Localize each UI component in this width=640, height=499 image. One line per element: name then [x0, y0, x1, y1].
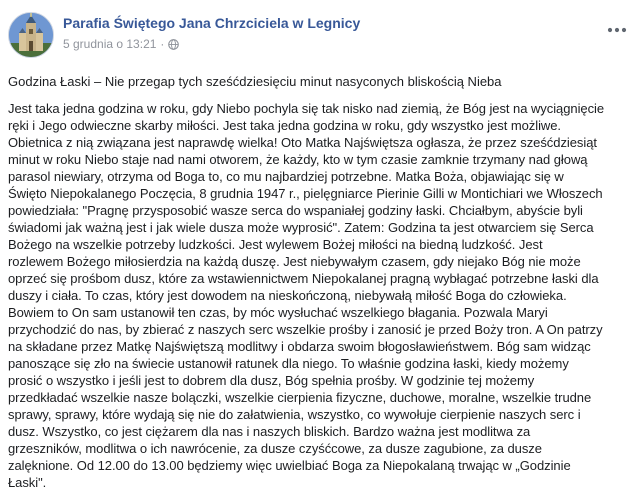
post-text-line: zalęknione. Od 12.00 do 13.00 będziemy więc uwielbiać Boga za Niepokalaną trwając w „Godzinie	[8, 458, 571, 473]
post-text-line: oprzeć się prośbom dusz, które za wstawiennictwem Niepokalanej pragną wybłagać potrzebne łaski dla	[8, 271, 599, 286]
post-header	[8, 6, 632, 60]
post-timestamp[interactable]: 5 grudnia o 13:21	[63, 37, 157, 51]
post-text-line: Bożego na wszelkie potrzeby ludzkości. Jest wylewem Bożej miłości na biedną ludzkość. Jest	[8, 237, 543, 252]
post-body	[8, 73, 634, 491]
post-text-line: grzeszników, modlitwa o ich nawrócenie, za dusze czyśćcowe, za dusze zagubione, za dusze	[8, 441, 542, 456]
post-text-line: panoszące się zło na świecie ustanowił ratunek dla niego. To właśnie godzina łaski, kiedy możemy	[8, 356, 569, 371]
page-name-link[interactable]: Parafia Świętego Jana Chrzciciela w Legnicy	[63, 15, 361, 31]
post-text-line: przedkładać wszelkie nasze bolączki, wszelkie cierpienia fizyczne, duchowe, moralne, wszelkie trudne	[8, 390, 592, 405]
post-text-line: świadomi jak ważną jest i jak wiele dusza może wyprosić". Zatem: Godzina ta jest otwarciem się Serca	[8, 220, 594, 235]
post-text-line: Bowiem to On sam ustanowił ten czas, by móc wysłuchać wszelkiego błagania. Pozwala Maryi	[8, 305, 548, 320]
post-text-line: Łaski".	[8, 475, 47, 490]
post-text-line: sprawy, sprawy, które wydają się nie do załatwienia, wszystko, co wywołuje cierpienie naszych serc i	[8, 407, 581, 422]
more-dots-icon	[606, 23, 628, 37]
post-title: Godzina Łaski – Nie przegap tych sześćdziesięciu minut nasyconych bliskością Nieba	[8, 74, 502, 89]
church-avatar-icon	[9, 13, 53, 57]
post-text-line: powiedziała: "Pragnę przysposobić wasze serca do wspaniałej godziny łaski. Chciałbym, abyście byli	[8, 203, 583, 218]
post-text-line: na składane przez Matkę Najświętszą modlitwy i obdarza swoim błogosławieństwem. Bóg sam widząc	[8, 339, 591, 354]
page-avatar[interactable]	[8, 12, 54, 58]
post-text-line: minut w roku Niebo staje nad nami otworem, że każdy, kto w tym czasie zamknie trzymany nad głową	[8, 152, 588, 167]
post-text	[8, 100, 634, 491]
post-text-line: Jest taka jedna godzina w roku, gdy Niebo pochyla się tak nisko nad ziemią, że Bóg jest na wyciągnięcie	[8, 101, 605, 116]
post-text-line: duszy i ciała. To czas, który jest dowodem na nieskończoną, niebywałą miłość Boga do człowieka.	[8, 288, 567, 303]
post-text-line: przychodzić do nas, by zbierać z naszych serc wszelkie prośby i zanosić je przed Boży tron. A On patrzy	[8, 322, 603, 337]
meta-separator: ·	[160, 37, 165, 51]
post-text-line: ręki i Jego odwieczne skarby miłości. Jest taka jedna godzina w roku, gdy wszystko jest możliwe.	[8, 118, 561, 133]
more-options-button[interactable]	[606, 23, 628, 37]
globe-icon[interactable]	[168, 39, 179, 50]
post-meta	[63, 37, 179, 51]
post-text-line: Święto Niepokalanego Poczęcia, 8 grudnia 1947 r., pielęgniarce Pierinie Gilli w Montichiari we Włoszech	[8, 186, 603, 201]
post-text-line: parasol niewiary, otrzyma od Boga to, co mu najbardziej potrzebne. Matka Boża, objawiając się w	[8, 169, 564, 184]
post-text-line: rozlewem Bożego miłosierdzia na każdą duszę. Jest niebywałym czasem, gdy niejako Bóg nie może	[8, 254, 581, 269]
post-text-line: prosić o wszystko i jeśli jest to dobrem dla dusz, Bóg spełnia prośby. W godzinie tej możemy	[8, 373, 535, 388]
post-text-line: Obietnica z nią związana jest naprawdę wielka! Oto Matka Najświętsza ogłasza, że przez sześćdziesiąt	[8, 135, 597, 150]
post-text-line: dusz. Wszystko, co jest ciężarem dla nas i naszych bliskich. Bardzo ważna jest modlitwa za	[8, 424, 531, 439]
